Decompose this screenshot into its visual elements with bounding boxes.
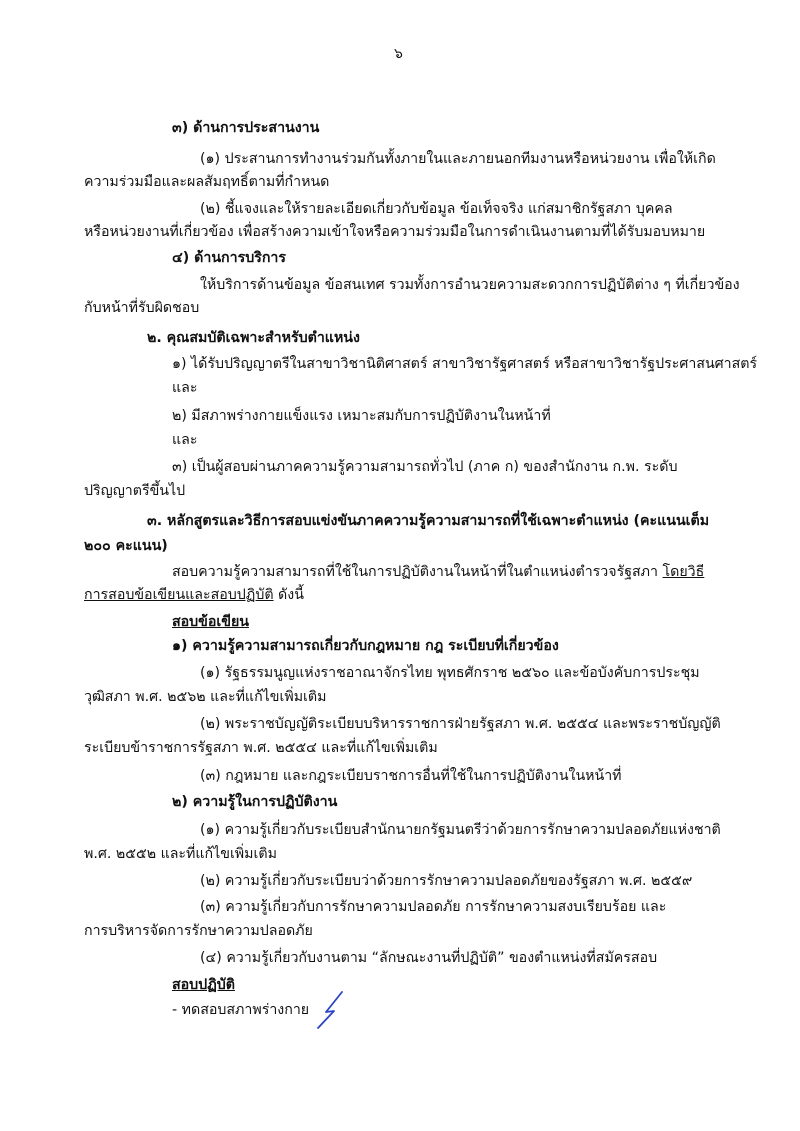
paragraph-line [84,585,304,605]
heading-service: ๔) ด้านการบริการ [172,250,287,266]
paragraph-line: ความร่วมมือและผลสัมฤทธิ์ตามที่กำหนด [84,174,330,190]
paragraph-line: ปริญญาตรีขึ้นไป [84,483,186,499]
heading-exam-curriculum-cont: ๒๐๐ คะแนน) [84,538,168,554]
paragraph-line: และ [172,432,198,448]
paragraph-line: ๑) ได้รับปริญญาตรีในสาขาวิชานิติศาสตร์ สาขาวิชารัฐศาสตร์ หรือสาขาวิชารัฐประศาสนศาสตร์ [172,356,758,372]
paragraph-line: วุฒิสภา พ.ศ. ๒๕๖๒ และที่แก้ไขเพิ่มเติม [84,689,327,705]
paragraph-line: ๒) มีสภาพร่างกายแข็งแรง เหมาะสมกับการปฏิบัติงานในหน้าที่ [172,408,551,424]
paragraph-line: หรือหน่วยงานที่เกี่ยวข้อง เพื่อสร้างความเข้าใจหรือความร่วมมือในการดำเนินงานตามที่ได้รับมอบหมาย [84,224,706,240]
paragraph-line: ๓) เป็นผู้สอบผ่านภาคความรู้ความสามารถทั่วไป (ภาค ก) ของสำนักงาน ก.พ. ระดับ [172,459,678,475]
paragraph-line: (๓) ความรู้เกี่ยวกับการรักษาความปลอดภัย การรักษาความสงบเรียบร้อย และ [200,899,667,915]
underlined-text: โดยวิธี [662,564,705,580]
text-segment: สอบความรู้ความสามารถที่ใช้ในการปฏิบัติงานในหน้าที่ในตำแหน่งตำรวจรัฐสภา [172,564,663,580]
paragraph-line: (๑) ความรู้เกี่ยวกับระเบียบสำนักนายกรัฐมนตรีว่าด้วยการรักษาความปลอดภัยแห่งชาติ [200,822,721,838]
heading-work-knowledge: ๒) ความรู้ในการปฏิบัติงาน [172,794,338,810]
heading-qualifications: ๒. คุณสมบัติเฉพาะสำหรับตำแหน่ง [147,330,360,346]
paragraph-line: และ [172,380,198,396]
underlined-text: การสอบข้อเขียนและสอบปฏิบัติ [84,587,274,603]
heading-practical-exam: สอบปฏิบัติ [172,977,235,993]
heading-exam-curriculum: ๓. หลักสูตรและวิธีการสอบแข่งขันภาคความรู้ความสามารถที่ใช้เฉพาะตำแหน่ง (คะแนนเต็ม [147,513,710,529]
paragraph-line: - ทดสอบสภาพร่างกาย [172,1002,310,1018]
paragraph-line: ให้บริการด้านข้อมูล ข้อสนเทศ รวมทั้งการอำนวยความสะดวกการปฏิบัติต่าง ๆ ที่เกี่ยวข้อง [200,277,740,293]
paragraph-line: (๓) กฎหมาย และกฎระเบียบราชการอื่นที่ใช้ในการปฏิบัติงานในหน้าที่ [200,768,622,784]
paragraph-line: (๑) ประสานการทำงานร่วมกันทั้งภายในและภายนอกทีมงานหรือหน่วยงาน เพื่อให้เกิด [200,151,716,167]
paragraph-line: (๑) รัฐธรรมนูญแห่งราชอาณาจักรไทย พุทธศักราช ๒๕๖๐ และข้อบังคับการประชุม [200,665,700,681]
initial-signature-mark [312,990,352,1030]
paragraph-line: (๒) พระราชบัญญัติระเบียบบริหารราชการฝ่ายรัฐสภา พ.ศ. ๒๕๕๔ และพระราชบัญญัติ [200,716,721,732]
paragraph-line: ระเบียบข้าราชการรัฐสภา พ.ศ. ๒๕๕๔ และที่แก้ไขเพิ่มเติม [84,740,438,756]
paragraph-line: (๒) ความรู้เกี่ยวกับระเบียบว่าด้วยการรักษาความปลอดภัยของรัฐสภา พ.ศ. ๒๕๕๙ [200,873,693,889]
paragraph-line [172,562,704,582]
text-segment: ดังนี้ [273,587,304,603]
paragraph-line: (๔) ความรู้เกี่ยวกับงานตาม “ลักษณะงานที่ปฏิบัติ” ของตำแหน่งที่สมัครสอบ [200,950,658,966]
heading-law-knowledge: ๑) ความรู้ความสามารถเกี่ยวกับกฎหมาย กฎ ระเบียบที่เกี่ยวข้อง [172,638,559,654]
heading-coordination: ๓) ด้านการประสานงาน [172,120,320,136]
heading-written-exam: สอบข้อเขียน [172,614,249,630]
paragraph-line: (๒) ชี้แจงและให้รายละเอียดเกี่ยวกับข้อมูล ข้อเท็จจริง แก่สมาชิกรัฐสภา บุคคล [200,201,673,217]
page-number: ๖ [394,46,403,62]
paragraph-line: พ.ศ. ๒๕๕๒ และที่แก้ไขเพิ่มเติม [84,846,277,862]
paragraph-line: กับหน้าที่รับผิดชอบ [84,300,200,316]
paragraph-line: การบริหารจัดการรักษาความปลอดภัย [84,923,313,939]
